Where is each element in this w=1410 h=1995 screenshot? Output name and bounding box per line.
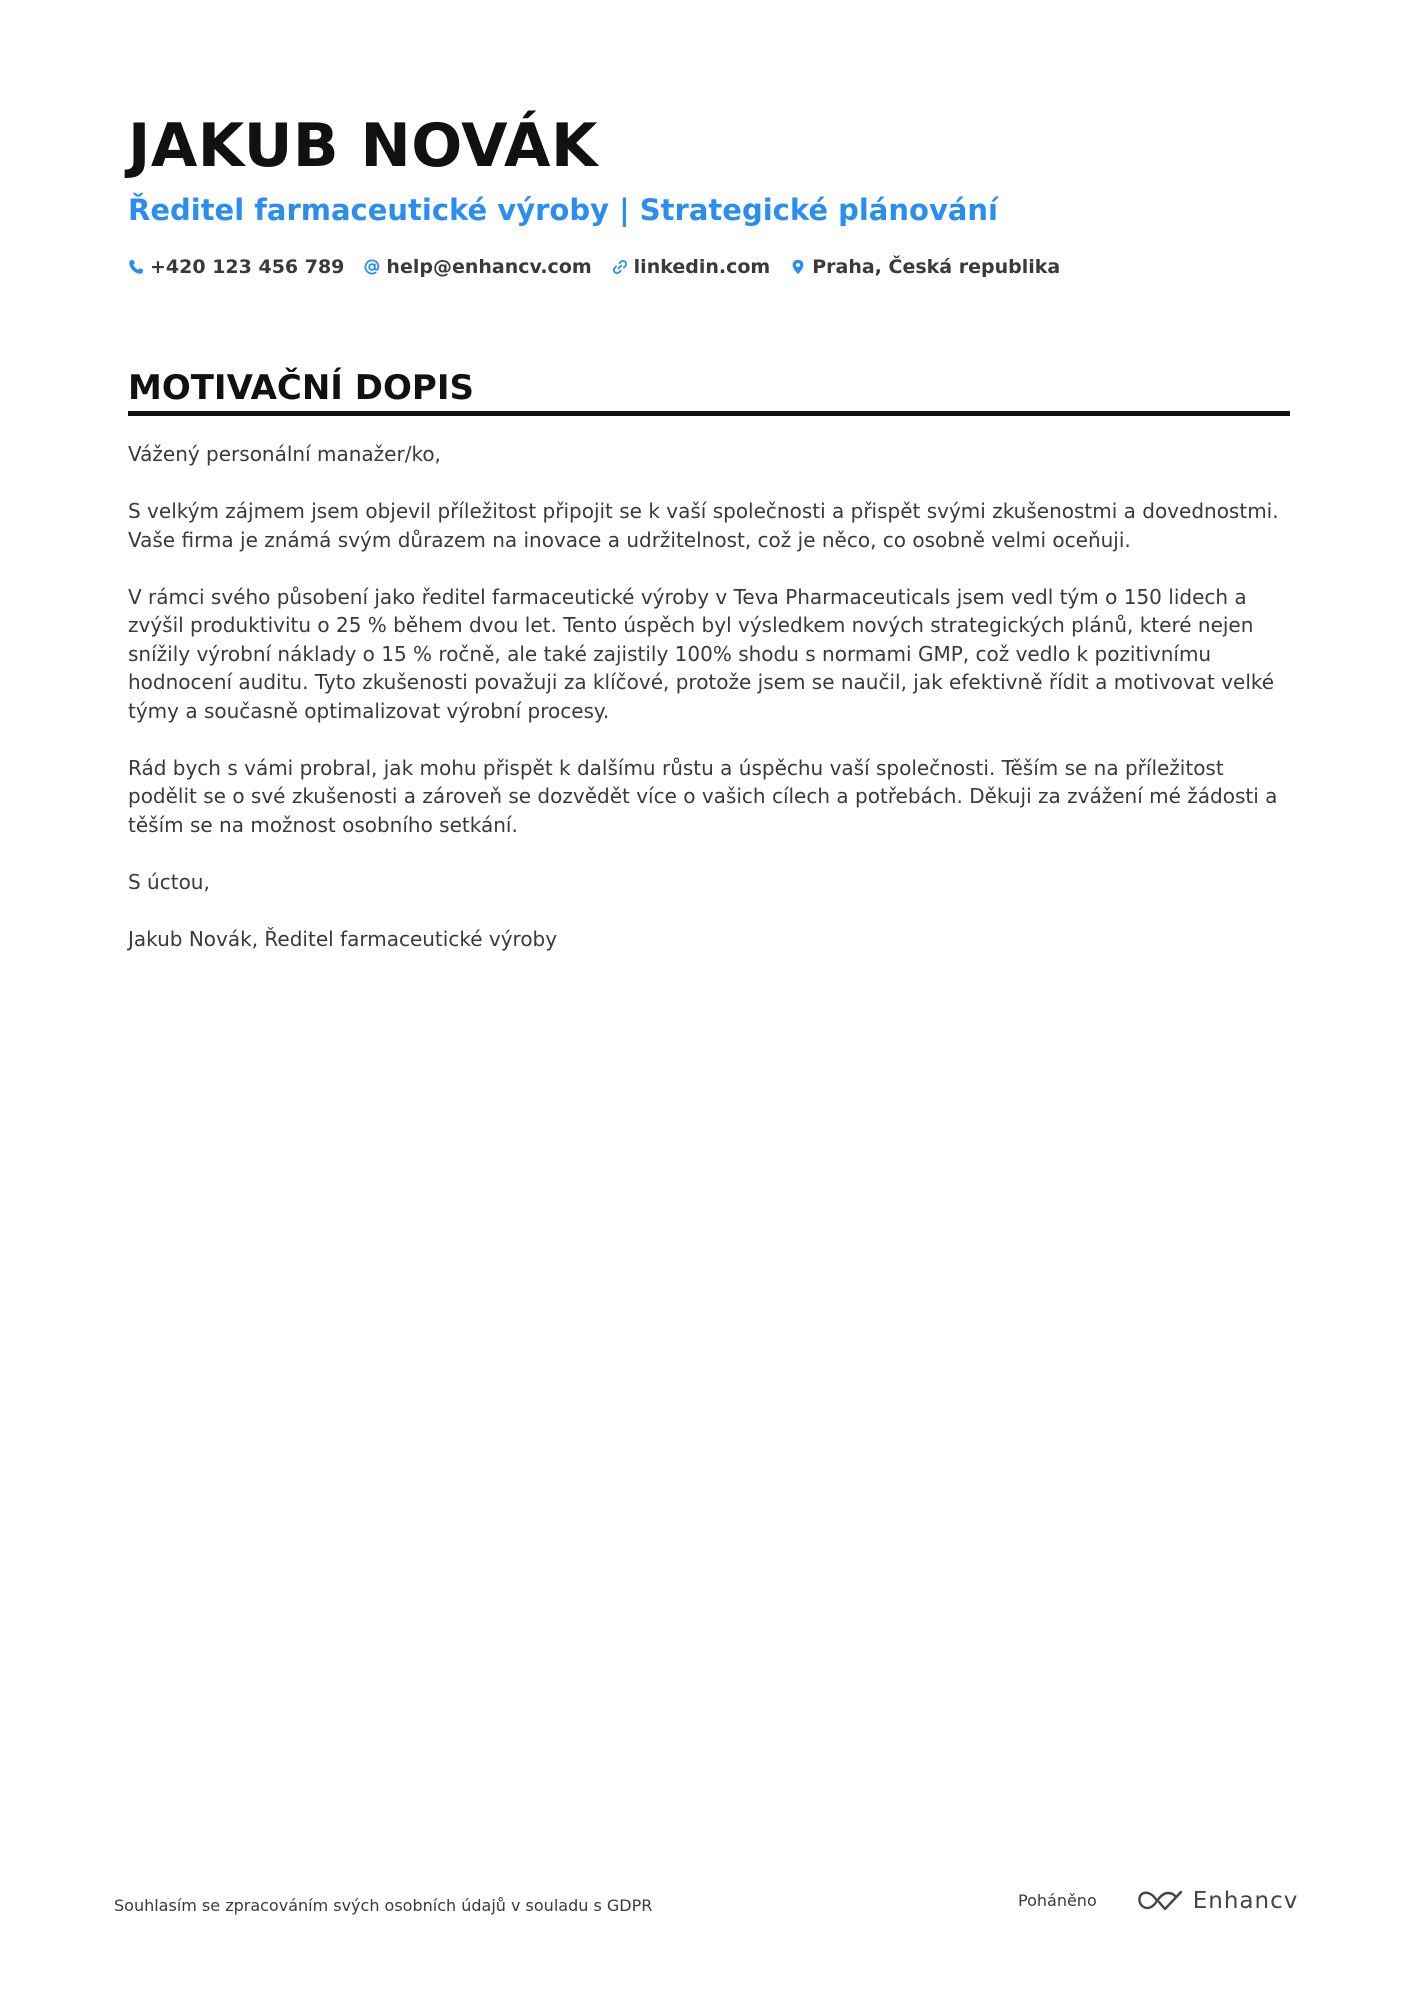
- letter-paragraph-1: S velkým zájmem jsem objevil příležitost připojit se k vaší společnosti a přispět svými zkušenostmi a dovednostmi. Vaše firma je známá svým důrazem na inovace a udržitelnost, což je něco, co osobně velmi oceňuji.: [128, 499, 1279, 552]
- contact-email[interactable]: [364, 252, 591, 282]
- letter-paragraph-2: V rámci svého působení jako ředitel farmaceutické výroby v Teva Pharmaceuticals jsem vedl tým o 150 lidech a zvýšil produktivitu o 25 % během dvou let. Tento úspěch byl výsledkem nových strategických plánů, které nejen snížily výrobní náklady o 15 % ročně, ale také zajistily 100% shodu s normami GMP, což vedlo k pozitivnímu hodnocení auditu. Tyto zkušenosti považuji za klíčové, protože jsem se naučil, jak efektivně řídit a motivovat velké týmy a současně optimalizovat výrobní procesy.: [128, 584, 1275, 723]
- letter-closing: S úctou,: [128, 869, 210, 894]
- letter-paragraph-3: Rád bych s vámi probral, jak mohu přispět k dalšímu růstu a úspěchu vaší společnosti. Těším se na příležitost podělit se o své zkušenosti a zároveň se dozvědět více o vašich cílech a potřebách. Děkuji za zvážení mé žádosti a těším se na možnost osobního setkání.: [128, 755, 1278, 837]
- phone-text: +420 123 456 789: [150, 256, 345, 278]
- section-title: MOTIVAČNÍ DOPIS: [128, 368, 474, 408]
- brand-name: Enhancv: [1192, 1888, 1299, 1914]
- footer-brand[interactable]: [1018, 1886, 1298, 1916]
- enhancv-logo-icon: [1137, 1888, 1183, 1914]
- phone-icon: [128, 259, 144, 275]
- letter-body: [128, 440, 1290, 982]
- map-pin-icon: [790, 259, 806, 275]
- linkedin-text: linkedin.com: [633, 256, 771, 278]
- candidate-headline: Ředitel farmaceutické výroby | Strategické plánování: [128, 193, 998, 227]
- contact-location: [790, 252, 1060, 282]
- letter-salutation: Vážený personální manažer/ko,: [128, 442, 441, 466]
- contact-bar: [128, 252, 1060, 282]
- letter-signature: Jakub Novák, Ředitel farmaceutické výroby: [128, 926, 558, 951]
- gdpr-consent: Souhlasím se zpracováním svých osobních údajů v souladu s GDPR: [114, 1896, 653, 1915]
- section-divider: [128, 411, 1290, 416]
- contact-linkedin[interactable]: [612, 252, 771, 282]
- brand-logo[interactable]: [1137, 1886, 1299, 1916]
- location-text: Praha, Česká republika: [812, 256, 1061, 278]
- candidate-name: JAKUB NOVÁK: [128, 111, 598, 181]
- link-icon: [612, 259, 628, 275]
- contact-phone: [128, 252, 344, 282]
- at-icon: [364, 259, 380, 275]
- powered-by-label: Poháněno: [1018, 1891, 1097, 1910]
- email-text: help@enhancv.com: [386, 256, 592, 278]
